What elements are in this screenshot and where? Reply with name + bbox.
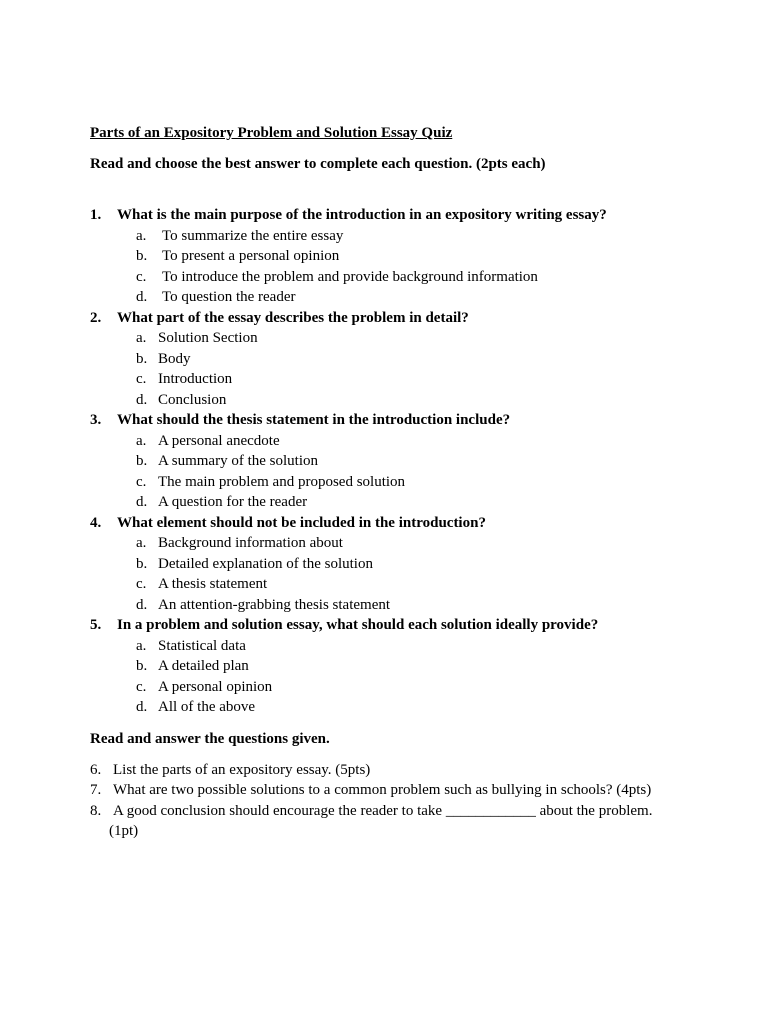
option-letter: a. — [136, 535, 147, 551]
answer-options — [90, 328, 710, 410]
option-letter: d. — [136, 391, 148, 408]
option-letter: d. — [136, 596, 148, 613]
question-number: 2. — [90, 309, 102, 326]
option-text: To introduce the problem and provide background information — [162, 268, 538, 285]
question-3 — [90, 410, 710, 513]
quiz-document — [90, 123, 710, 842]
answer-option — [136, 328, 710, 349]
answer-option — [136, 677, 710, 698]
question-number: 4. — [90, 514, 102, 531]
question-text: A good conclusion should encourage the reader to take ____________ about the problem. — [113, 802, 653, 819]
option-text: To question the reader — [162, 289, 296, 305]
option-letter: d. — [136, 699, 148, 715]
answer-option — [136, 226, 710, 247]
open-questions-heading: Read and answer the questions given. — [90, 730, 330, 747]
answer-options — [90, 636, 710, 718]
answer-option — [136, 533, 710, 554]
question-4 — [90, 513, 710, 616]
option-text: An attention-grabbing thesis statement — [158, 596, 391, 613]
question-number: 6. — [90, 761, 102, 778]
question-text: What should the thesis statement in the introduction include? — [117, 412, 511, 428]
option-text: Background information about — [158, 535, 343, 551]
option-letter: b. — [136, 453, 148, 469]
answer-option — [136, 574, 710, 595]
option-text: A summary of the solution — [158, 453, 318, 469]
answer-option — [136, 267, 710, 288]
question-text-wrap — [109, 801, 710, 842]
option-letter: c. — [136, 268, 147, 285]
option-letter: c. — [136, 473, 147, 490]
option-text: A question for the reader — [158, 494, 308, 510]
question-text: What is the main purpose of the introduction in an expository writing essay? — [117, 207, 607, 223]
option-letter: d. — [136, 494, 148, 510]
answer-option — [136, 287, 710, 308]
question-2 — [90, 308, 710, 411]
answer-option — [136, 246, 710, 267]
open-questions-list — [90, 760, 710, 842]
option-text: A detailed plan — [158, 658, 249, 674]
option-text: Solution Section — [158, 330, 258, 346]
multiple-choice-list — [90, 205, 710, 718]
answer-option — [136, 595, 710, 616]
answer-option — [136, 554, 710, 575]
question-number: 1. — [90, 207, 102, 223]
answer-option — [136, 492, 710, 513]
answer-option — [136, 431, 710, 452]
answer-option — [136, 472, 710, 493]
option-letter: b. — [136, 350, 148, 367]
option-text: Introduction — [158, 371, 233, 387]
answer-option — [136, 697, 710, 718]
answer-option — [136, 451, 710, 472]
option-letter: b. — [136, 248, 148, 264]
option-text: Body — [158, 350, 191, 367]
question-text: What part of the essay describes the problem in detail? — [117, 309, 469, 326]
question-text: What element should not be included in the introduction? — [117, 514, 486, 531]
option-text: To summarize the entire essay — [162, 227, 344, 244]
option-letter: c. — [136, 576, 147, 592]
option-text: To present a personal opinion — [162, 248, 340, 264]
question-text: In a problem and solution essay, what should each solution ideally provide? — [117, 617, 599, 633]
question-number: 8. — [90, 802, 102, 819]
question-number: 3. — [90, 412, 102, 428]
open-question-7 — [90, 780, 710, 801]
option-letter: a. — [136, 227, 147, 244]
quiz-title: Parts of an Expository Problem and Solution Essay Quiz — [90, 125, 453, 141]
quiz-instructions: Read and choose the best answer to complete each question. (2pts each) — [90, 156, 546, 172]
question-number: 5. — [90, 617, 102, 633]
option-text: All of the above — [158, 699, 256, 715]
answer-options — [90, 226, 710, 308]
answer-options — [90, 533, 710, 615]
open-question-6 — [90, 760, 710, 781]
option-letter: a. — [136, 330, 147, 346]
question-points: (1pt) — [109, 823, 139, 839]
question-text: What are two possible solutions to a common problem such as bullying in schools? (4pts) — [113, 782, 652, 798]
answer-options — [90, 431, 710, 513]
option-text: Statistical data — [158, 637, 246, 654]
option-text: A thesis statement — [158, 576, 268, 592]
option-letter: d. — [136, 289, 148, 305]
option-letter: a. — [136, 637, 147, 654]
answer-option — [136, 636, 710, 657]
question-number: 7. — [90, 782, 102, 798]
question-5 — [90, 615, 710, 718]
question-1 — [90, 205, 710, 308]
open-question-8 — [90, 801, 710, 842]
option-letter: a. — [136, 432, 147, 449]
answer-option — [136, 349, 710, 370]
option-text: A personal anecdote — [158, 432, 280, 449]
option-letter: c. — [136, 678, 147, 695]
option-letter: c. — [136, 371, 147, 387]
answer-option — [136, 369, 710, 390]
option-text: Conclusion — [158, 391, 227, 408]
option-letter: b. — [136, 658, 148, 674]
option-text: Detailed explanation of the solution — [158, 555, 373, 572]
option-text: A personal opinion — [158, 678, 273, 695]
answer-option — [136, 390, 710, 411]
option-letter: b. — [136, 555, 148, 572]
option-text: The main problem and proposed solution — [158, 473, 406, 490]
question-text: List the parts of an expository essay. (5pts) — [113, 761, 371, 778]
answer-option — [136, 656, 710, 677]
